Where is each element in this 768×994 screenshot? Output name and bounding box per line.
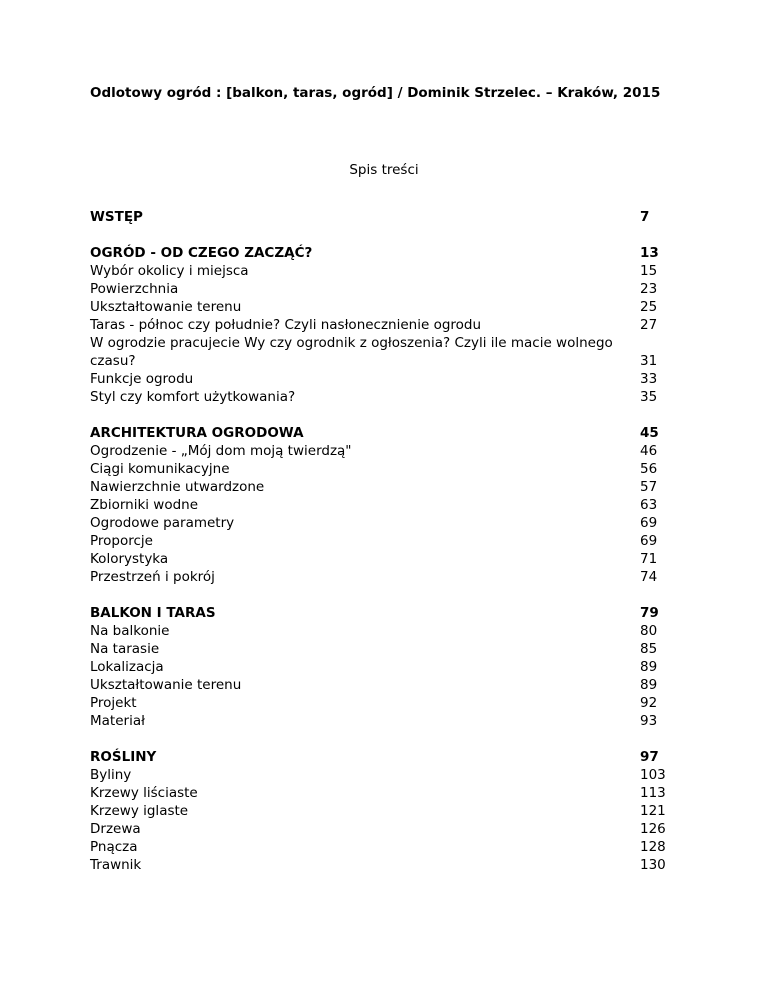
chapter-title: OGRÓD - OD CZEGO ZACZĄĆ? bbox=[90, 245, 313, 261]
entry-title: Proporcje bbox=[90, 533, 153, 549]
chapter-title: WSTĘP bbox=[90, 209, 143, 225]
toc-entry-row bbox=[90, 298, 680, 316]
toc-chapter-row bbox=[90, 604, 680, 622]
toc-section bbox=[90, 424, 680, 586]
page-number: 80 bbox=[640, 623, 658, 639]
toc-entry-row bbox=[90, 658, 680, 676]
chapter-title: BALKON I TARAS bbox=[90, 605, 216, 621]
toc-entry-row bbox=[90, 568, 680, 586]
page-number: 79 bbox=[640, 605, 659, 621]
entry-title: Ogrodowe parametry bbox=[90, 515, 235, 531]
table-of-contents bbox=[90, 208, 680, 892]
toc-entry-row bbox=[90, 820, 680, 838]
toc-entry-row bbox=[90, 460, 680, 478]
entry-title: Funkcje ogrodu bbox=[90, 371, 194, 387]
toc-entry-row bbox=[90, 694, 680, 712]
page-number: 128 bbox=[640, 839, 666, 855]
entry-title: Krzewy iglaste bbox=[90, 803, 189, 819]
toc-entry-row bbox=[90, 784, 680, 802]
page-number: 130 bbox=[640, 857, 666, 873]
entry-title: Zbiorniki wodne bbox=[90, 497, 199, 513]
toc-entry-row bbox=[90, 388, 680, 406]
page-number: 121 bbox=[640, 803, 666, 819]
toc-entry-row bbox=[90, 622, 680, 640]
entry-title: Ogrodzenie - „Mój dom moją twierdzą" bbox=[90, 443, 352, 459]
page-number: 69 bbox=[640, 533, 658, 549]
toc-entry-row bbox=[90, 478, 680, 496]
toc-section bbox=[90, 244, 680, 406]
page-number: 126 bbox=[640, 821, 666, 837]
page-number: 89 bbox=[640, 677, 658, 693]
entry-title: Trawnik bbox=[90, 857, 142, 873]
entry-title: Na tarasie bbox=[90, 641, 160, 657]
page-number: 89 bbox=[640, 659, 658, 675]
entry-title: Ukształtowanie terenu bbox=[90, 299, 242, 315]
toc-entry-row bbox=[90, 766, 680, 784]
toc-entry-row bbox=[90, 838, 680, 856]
toc-entry-row bbox=[90, 496, 680, 514]
entry-title: Kolorystyka bbox=[90, 551, 169, 567]
entry-title: Ukształtowanie terenu bbox=[90, 677, 242, 693]
entry-title: Styl czy komfort użytkowania? bbox=[90, 389, 296, 405]
page-number: 69 bbox=[640, 515, 658, 531]
page-number: 45 bbox=[640, 425, 659, 441]
page-number: 97 bbox=[640, 749, 659, 765]
chapter-title: ARCHITEKTURA OGRODOWA bbox=[90, 425, 304, 441]
toc-entry-row bbox=[90, 550, 680, 568]
toc-chapter-row bbox=[90, 244, 680, 262]
toc-entry-row bbox=[90, 514, 680, 532]
entry-title: Drzewa bbox=[90, 821, 141, 837]
entry-title: Wybór okolicy i miejsca bbox=[90, 263, 249, 279]
page-number: 23 bbox=[640, 281, 658, 297]
toc-section bbox=[90, 604, 680, 730]
entry-title: Byliny bbox=[90, 767, 132, 783]
entry-title: Projekt bbox=[90, 695, 137, 711]
toc-entry-row bbox=[90, 316, 680, 334]
toc-entry-row bbox=[90, 370, 680, 388]
page-number: 57 bbox=[640, 479, 658, 495]
page-number: 71 bbox=[640, 551, 658, 567]
page-number: 27 bbox=[640, 317, 658, 333]
page-number: 85 bbox=[640, 641, 658, 657]
toc-chapter-row bbox=[90, 424, 680, 442]
entry-title: Materiał bbox=[90, 713, 145, 729]
entry-title: Krzewy liściaste bbox=[90, 785, 198, 801]
entry-title: Przestrzeń i pokrój bbox=[90, 569, 215, 585]
page-number: 15 bbox=[640, 263, 658, 279]
chapter-title: ROŚLINY bbox=[90, 749, 157, 765]
toc-entry-row bbox=[90, 712, 680, 730]
toc-section bbox=[90, 208, 680, 226]
page-number: 13 bbox=[640, 245, 659, 261]
entry-title: Na balkonie bbox=[90, 623, 170, 639]
page-number: 46 bbox=[640, 443, 658, 459]
entry-title: Powierzchnia bbox=[90, 281, 179, 297]
page-number: 92 bbox=[640, 695, 658, 711]
toc-section bbox=[90, 748, 680, 874]
entry-title: W ogrodzie pracujecie Wy czy ogrodnik z ogłoszenia? Czyli ile macie wolnego czasu? bbox=[90, 335, 613, 369]
toc-entry-row bbox=[90, 676, 680, 694]
entry-title: Taras - północ czy południe? Czyli nasłonecznienie ogrodu bbox=[90, 317, 482, 333]
page-number: 56 bbox=[640, 461, 658, 477]
page-number: 74 bbox=[640, 569, 658, 585]
toc-entry-row bbox=[90, 262, 680, 280]
entry-title: Lokalizacja bbox=[90, 659, 164, 675]
toc-entry-row bbox=[90, 334, 680, 370]
toc-entry-row bbox=[90, 532, 680, 550]
entry-title: Pnącza bbox=[90, 839, 138, 855]
page-number: 103 bbox=[640, 767, 666, 783]
toc-entry-row bbox=[90, 856, 680, 874]
page-number: 63 bbox=[640, 497, 658, 513]
page-number: 93 bbox=[640, 713, 658, 729]
toc-entry-row bbox=[90, 640, 680, 658]
entry-title: Nawierzchnie utwardzone bbox=[90, 479, 265, 495]
page-number: 7 bbox=[640, 209, 650, 225]
page-number: 35 bbox=[640, 389, 658, 405]
toc-chapter-row bbox=[90, 208, 680, 226]
page-number: 33 bbox=[640, 371, 658, 387]
document-title: Odlotowy ogród : [balkon, taras, ogród] / Dominik Strzelec. – Kraków, 2015 bbox=[90, 85, 661, 101]
toc-heading: Spis treści bbox=[349, 162, 419, 178]
page-number: 113 bbox=[640, 785, 666, 801]
page-number: 25 bbox=[640, 299, 658, 315]
toc-entry-row bbox=[90, 802, 680, 820]
toc-chapter-row bbox=[90, 748, 680, 766]
entry-title: Ciągi komunikacyjne bbox=[90, 461, 230, 477]
toc-entry-row bbox=[90, 442, 680, 460]
toc-entry-row bbox=[90, 280, 680, 298]
page-number: 31 bbox=[640, 353, 658, 369]
